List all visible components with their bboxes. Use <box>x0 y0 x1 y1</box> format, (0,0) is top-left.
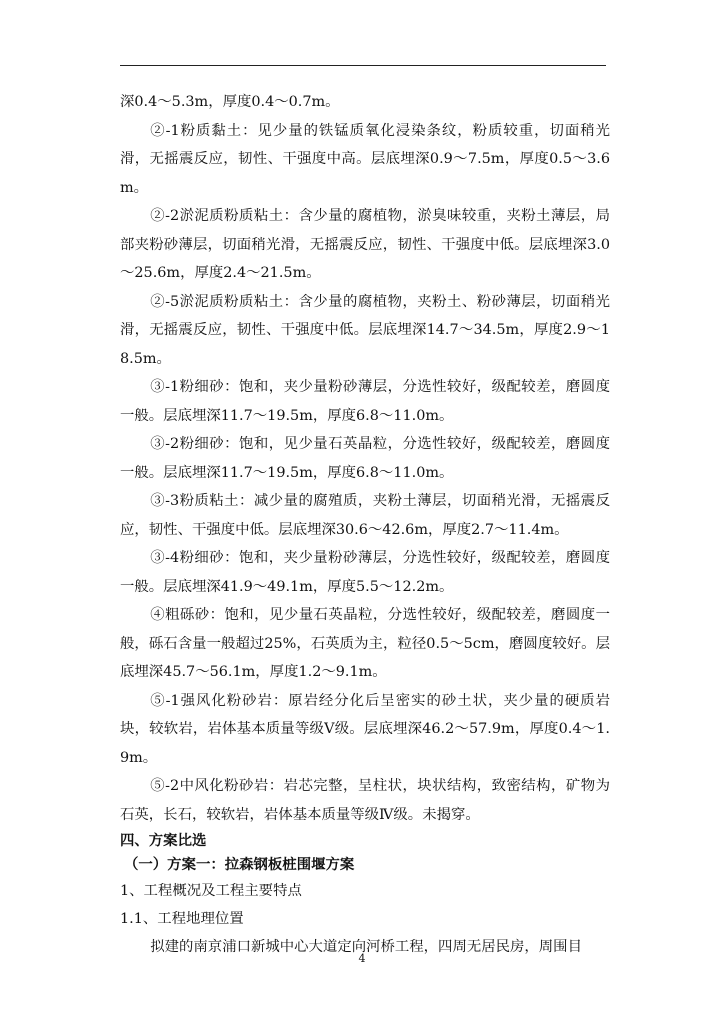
paragraph-layer-3-1: ③-1粉细砂：饱和，夹少量粉砂薄层，分选性较好，级配较差，磨圆度一般。层底埋深11.7～19.5m，厚度6.8～11.0m。 <box>120 379 610 424</box>
paragraph-continuation: 深0.4～5.3m，厚度0.4～0.7m。 <box>120 94 340 110</box>
item-heading-1-1: 1.1、工程地理位置 <box>120 911 244 927</box>
paragraph-location: 拟建的南京浦口新城中心大道定向河桥工程，四周无居民房，周围目 <box>150 939 582 955</box>
page-body <box>120 88 610 962</box>
subsection-heading: （一）方案一：拉森钢板桩围堰方案 <box>124 857 355 873</box>
paragraph-layer-3-2: ③-2粉细砂：饱和，见少量石英晶粒，分选性较好，级配较差，磨圆度一般。层底埋深11.7～19.5m，厚度6.8～11.0m。 <box>120 436 610 481</box>
paragraph-layer-2-2: ②-2淤泥质粉质粘土：含少量的腐植物，淤臭味较重，夹粉土薄层，局部夹粉砂薄层，切面稍光滑，无摇震反应，韧性、干强度中低。层底埋深3.0～25.6m，厚度2.4～21.5m。 <box>120 208 610 281</box>
paragraph-layer-2-1: ②-1粉质黏土：见少量的铁锰质氧化浸染条纹，粉质较重，切面稍光滑，无摇震反应，韧性、干强度中高。层底埋深0.9～7.5m，厚度0.5～3.6m。 <box>120 122 610 196</box>
header-rule <box>120 65 606 66</box>
paragraph-layer-3-3: ③-3粉质粘土：减少量的腐殖质，夹粉土薄层，切面稍光滑，无摇震反应，韧性、干强度中低。层底埋深30.6～42.6m，厚度2.7～11.4m。 <box>120 493 610 538</box>
paragraph-layer-2-5: ②-5淤泥质粉质粘土：含少量的腐植物，夹粉土、粉砂薄层，切面稍光滑，无摇震反应，韧性、干强度中低。层底埋深14.7～34.5m，厚度2.9～18.5m。 <box>120 293 610 367</box>
paragraph-layer-3-4: ③-4粉细砂：饱和，夹少量粉砂薄层，分选性较好，级配较差，磨圆度一般。层底埋深41.9～49.1m，厚度5.5～12.2m。 <box>120 550 610 595</box>
section-heading: 四、方案比选 <box>120 833 207 849</box>
paragraph-layer-4: ④粗砾砂：饱和，见少量石英晶粒，分选性较好，级配较差，磨圆度一般，砾石含量一般超过25%，石英质为主，粒径0.5～5cm，磨圆度较好。层底埋深45.7～56.1m，厚度1.2～9.1m。 <box>120 607 610 680</box>
item-heading-1: 1、工程概况及工程主要特点 <box>120 883 302 899</box>
paragraph-layer-5-1: ⑤-1强风化粉砂岩：原岩经分化后呈密实的砂土状，夹少量的硬质岩块，较软岩，岩体基本质量等级Ⅴ级。层底埋深46.2～57.9m，厚度0.4～1.9m。 <box>120 692 610 766</box>
paragraph-layer-5-2: ⑤-2中风化粉砂岩：岩芯完整，呈柱状，块状结构，致密结构，矿物为石英，长石，较软岩，岩体基本质量等级Ⅳ级。未揭穿。 <box>120 778 610 823</box>
page-number: 4 <box>358 952 366 965</box>
